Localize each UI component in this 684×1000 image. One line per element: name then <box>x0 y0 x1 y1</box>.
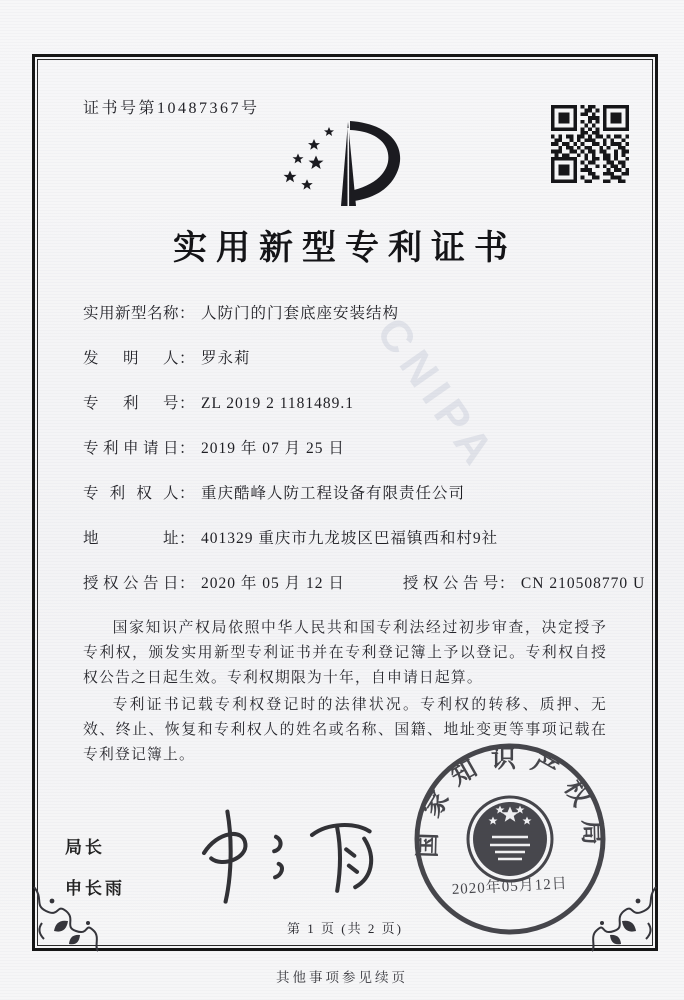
field-value: 2019 年 07 月 25 日 <box>201 440 345 457</box>
field-label: 发明人 <box>83 350 179 367</box>
field-colon: ： <box>498 575 515 592</box>
cnipa-watermark: CNIPA <box>366 309 507 480</box>
officer-title: 局长 <box>65 838 105 857</box>
field-colon: ： <box>179 395 196 412</box>
continuation-note: 其他事项参见续页 <box>276 970 408 985</box>
corner-flourish-bottom-left <box>30 883 102 955</box>
cnipa-logo-icon <box>250 118 440 210</box>
qr-code-icon <box>551 105 629 183</box>
certificate-border-frame <box>32 54 658 951</box>
legal-paragraph-2: 专利证书记载专利权登记时的法律状况。专利权的转移、质押、无效、终止、恢复和专利权人的姓名或名称、国籍、地址变更等事项记载在专利登记簿上。 <box>83 697 607 763</box>
certificate-title: 实用新型专利证书 <box>173 230 517 267</box>
field-label: 专利权人 <box>83 485 179 502</box>
field-row-inventor <box>83 346 607 368</box>
seal-date: 2020年05月12日 <box>451 875 569 899</box>
field-value: 2020 年 05 月 12 日 <box>201 575 345 592</box>
legal-paragraph-1: 国家知识产权局依照中华人民共和国专利法经过初步审查，决定授予专利权，颁发实用新型专利证书并在专利登记簿上予以登记。专利权自授权公告之日起生效。专利权期限为十年，自申请日起算。 <box>83 620 607 686</box>
field-value: 401329 重庆市九龙坡区巴福镇西和村9社 <box>201 530 499 547</box>
field-label: 授权公告号 <box>402 575 499 592</box>
seal-ring-text: 国家知识产权局 <box>414 746 606 859</box>
certificate-number: 证书号第10487367号 <box>83 100 260 117</box>
field-row-application-date <box>83 436 607 458</box>
certificate-fields <box>83 301 646 593</box>
field-colon: ： <box>179 350 196 367</box>
field-label: 专利号 <box>83 395 179 412</box>
field-row-patent-number <box>83 391 607 413</box>
field-colon: ： <box>179 305 196 322</box>
director-signature <box>177 793 393 913</box>
field-label: 实用新型名称 <box>83 305 180 322</box>
certificate-content <box>39 61 651 944</box>
field-label: 授权公告日 <box>83 575 179 592</box>
field-value: ZL 2019 2 1181489.1 <box>201 395 355 412</box>
field-row-patentee <box>83 481 607 503</box>
field-value: 重庆酷峰人防工程设备有限责任公司 <box>201 485 466 502</box>
officer-name: 申长雨 <box>65 879 125 898</box>
field-value: 罗永莉 <box>201 350 251 367</box>
field-label: 专利申请日 <box>83 440 179 457</box>
field-row-grant <box>83 571 646 593</box>
field-row-address <box>83 526 607 548</box>
field-value: CN 210508770 U <box>520 575 646 592</box>
field-row-utility-model-name <box>83 301 607 323</box>
field-colon: ： <box>179 575 196 592</box>
field-label: 地址 <box>83 530 179 547</box>
corner-flourish-bottom-right <box>588 883 660 955</box>
field-colon: ： <box>179 530 196 547</box>
page-number: 第 1 页 (共 2 页) <box>287 921 403 936</box>
field-colon: ： <box>179 485 196 502</box>
field-value: 人防门的门套底座安装结构 <box>201 305 400 322</box>
field-colon: ： <box>179 440 196 457</box>
